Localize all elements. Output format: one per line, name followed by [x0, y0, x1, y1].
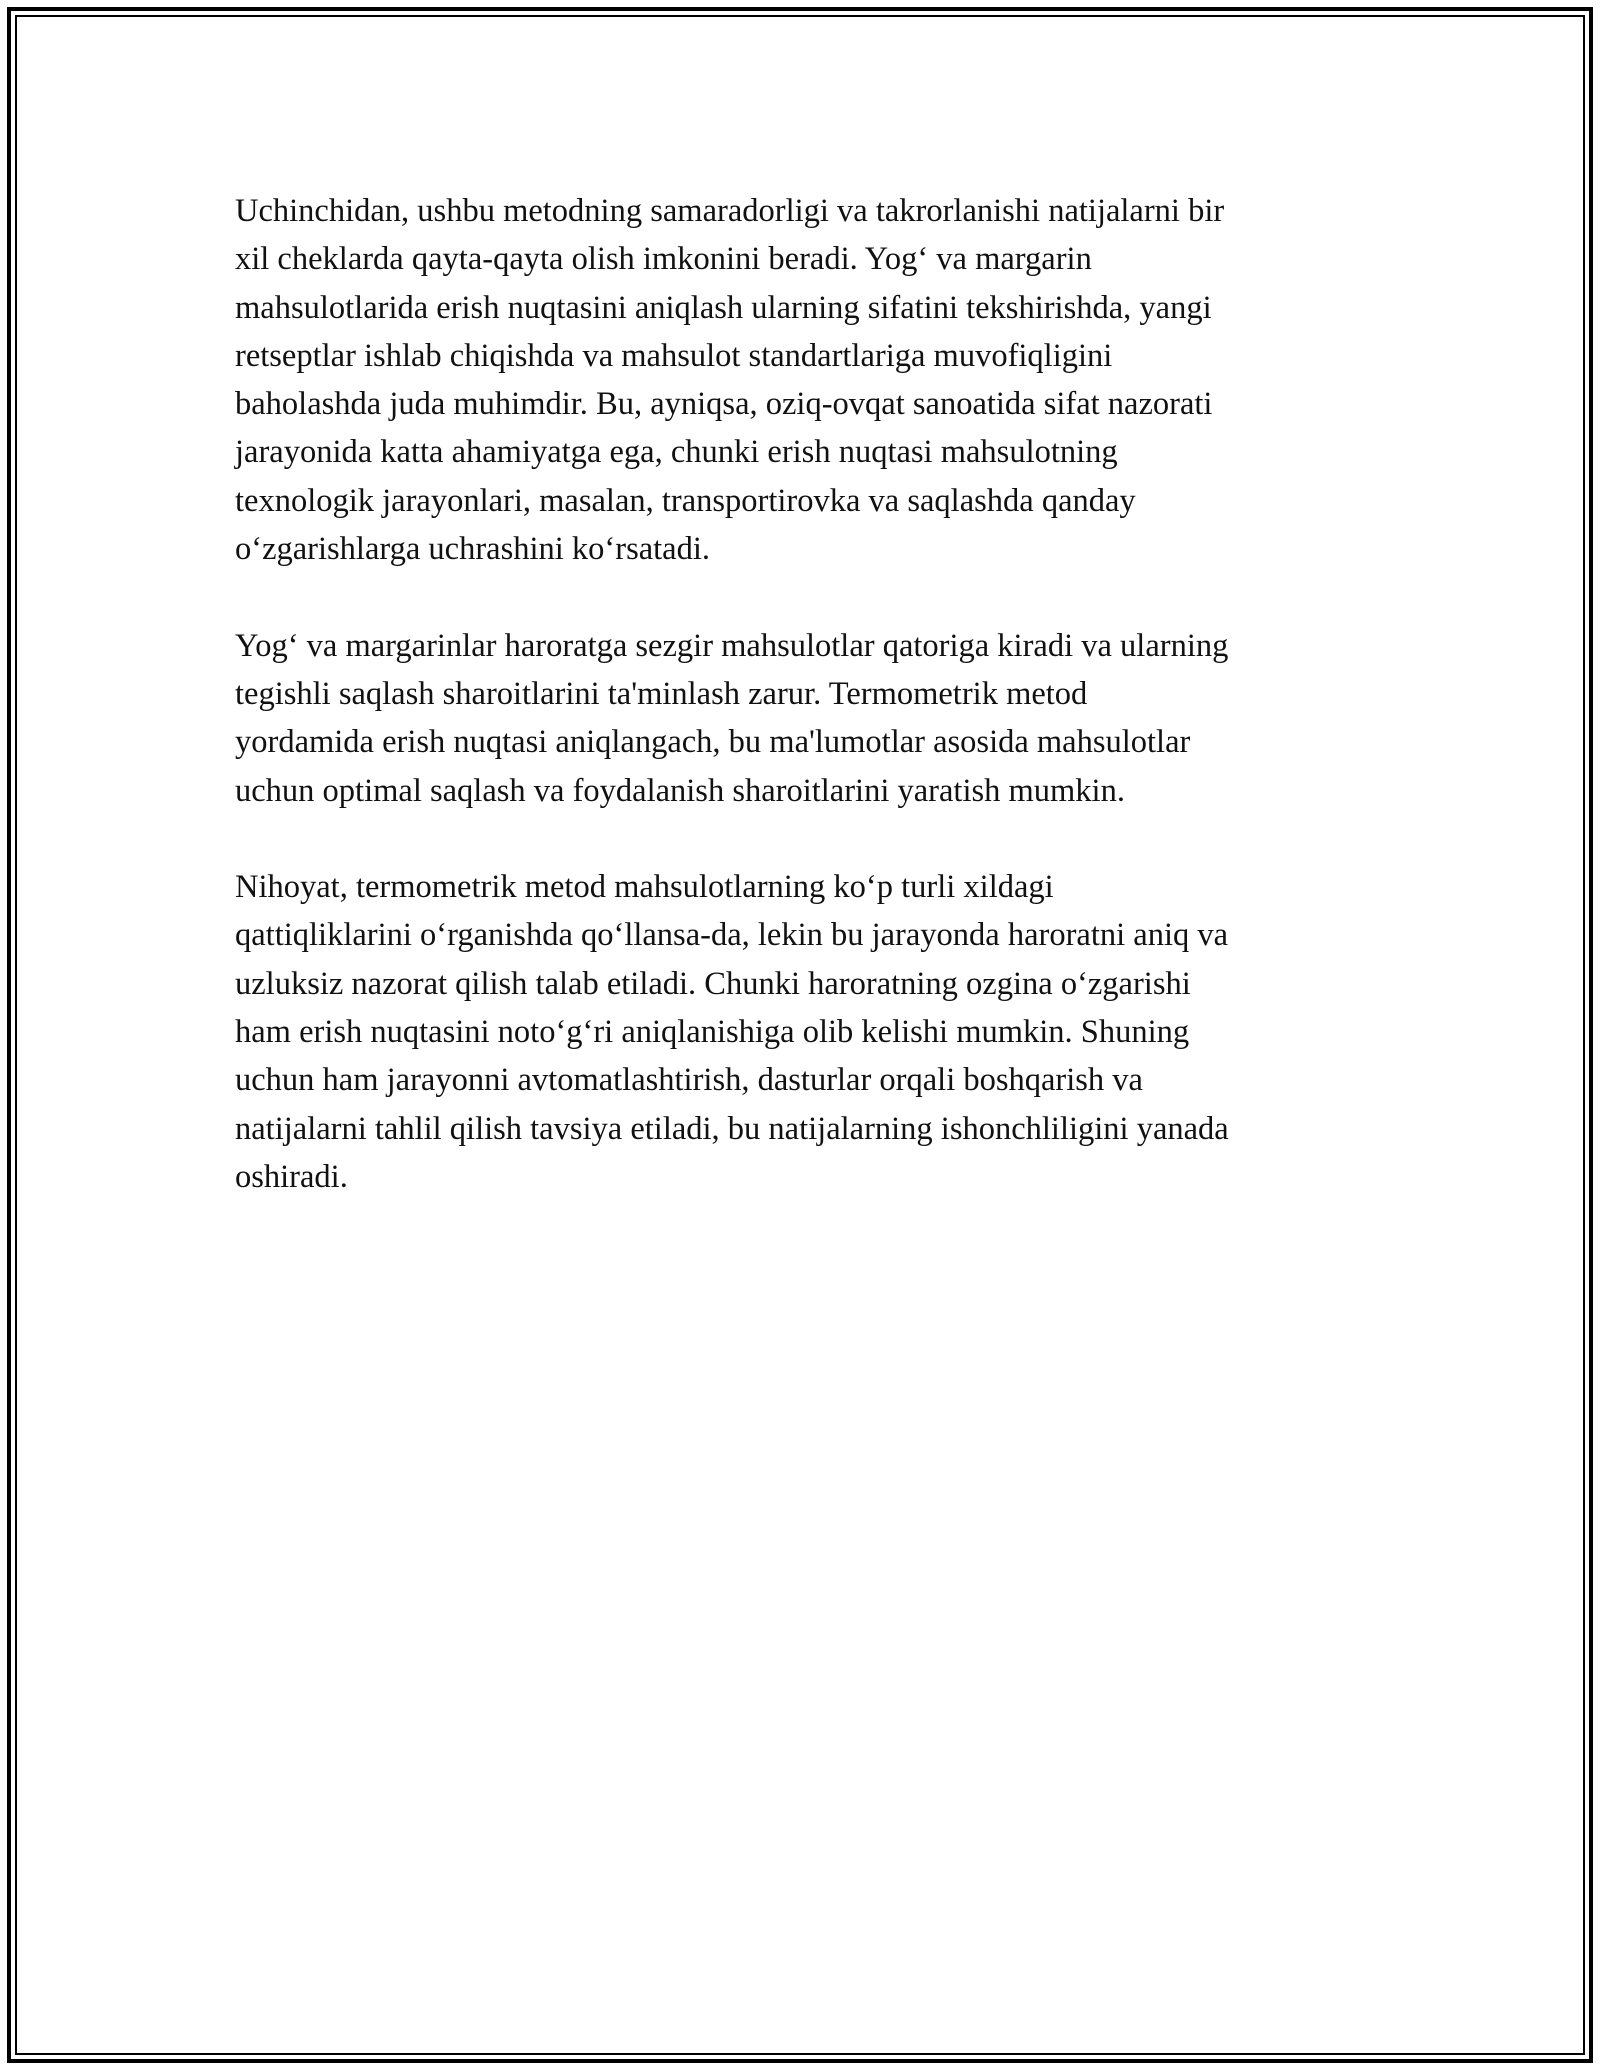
paragraph-line: mahsulotlarida erish nuqtasini aniqlash ularning sifatini tekshirishda, yangi	[235, 289, 1212, 326]
paragraph-line: uzluksiz nazorat qilish talab etiladi. Chunki haroratning ozgina o‘zgarishi	[235, 965, 1191, 1002]
paragraph-line: oshiradi.	[235, 1158, 348, 1195]
paragraph-line: uchun optimal saqlash va foydalanish sharoitlarini yaratish mumkin.	[235, 772, 1125, 809]
paragraph-line: baholashda juda muhimdir. Bu, ayniqsa, oziq-ovqat sanoatida sifat nazorati	[235, 386, 1213, 423]
paragraph-line: retseptlar ishlab chiqishda va mahsulot standartlariga muvofiqligini	[235, 337, 1113, 374]
paragraph-1	[235, 187, 1365, 573]
paragraph-line: texnologik jarayonlari, masalan, transportirovka va saqlashda qanday	[235, 482, 1136, 519]
paragraph-line: o‘zgarishlarga uchrashini ko‘rsatadi.	[235, 531, 710, 568]
paragraph-2	[235, 622, 1365, 815]
paragraph-line: jarayonida katta ahamiyatga ega, chunki erish nuqtasi mahsulotning	[235, 434, 1118, 471]
paragraph-line: tegishli saqlash sharoitlarini ta'minlash zarur. Termometrik metod	[235, 675, 1088, 712]
paragraph-line: qattiqliklarini o‘rganishda qo‘llansa-da, lekin bu jarayonda haroratni aniq va	[235, 917, 1229, 954]
paragraph-line: uchun ham jarayonni avtomatlashtirish, dasturlar orqali boshqarish va	[235, 1062, 1143, 1099]
paragraph-line: Nihoyat, termometrik metod mahsulotlarning ko‘p turli xildagi	[235, 869, 1054, 906]
paragraph-line: yordamida erish nuqtasi aniqlangach, bu ma'lumotlar asosida mahsulotlar	[235, 724, 1191, 761]
document-body	[235, 187, 1365, 1250]
paragraph-line: Yog‘ va margarinlar haroratga sezgir mahsulotlar qatoriga kiradi va ularning	[235, 627, 1229, 664]
paragraph-line: ham erish nuqtasini noto‘g‘ri aniqlanishiga olib kelishi mumkin. Shuning	[235, 1014, 1190, 1051]
paragraph-3	[235, 863, 1365, 1201]
paragraph-line: Uchinchidan, ushbu metodning samaradorligi va takrorlanishi natijalarni bir	[235, 193, 1225, 229]
paragraph-line: xil cheklarda qayta-qayta olish imkonini beradi. Yog‘ va margarin	[235, 241, 1092, 278]
paragraph-line: natijalarni tahlil qilish tavsiya etiladi, bu natijalarning ishonchliligini yanada	[235, 1110, 1229, 1147]
